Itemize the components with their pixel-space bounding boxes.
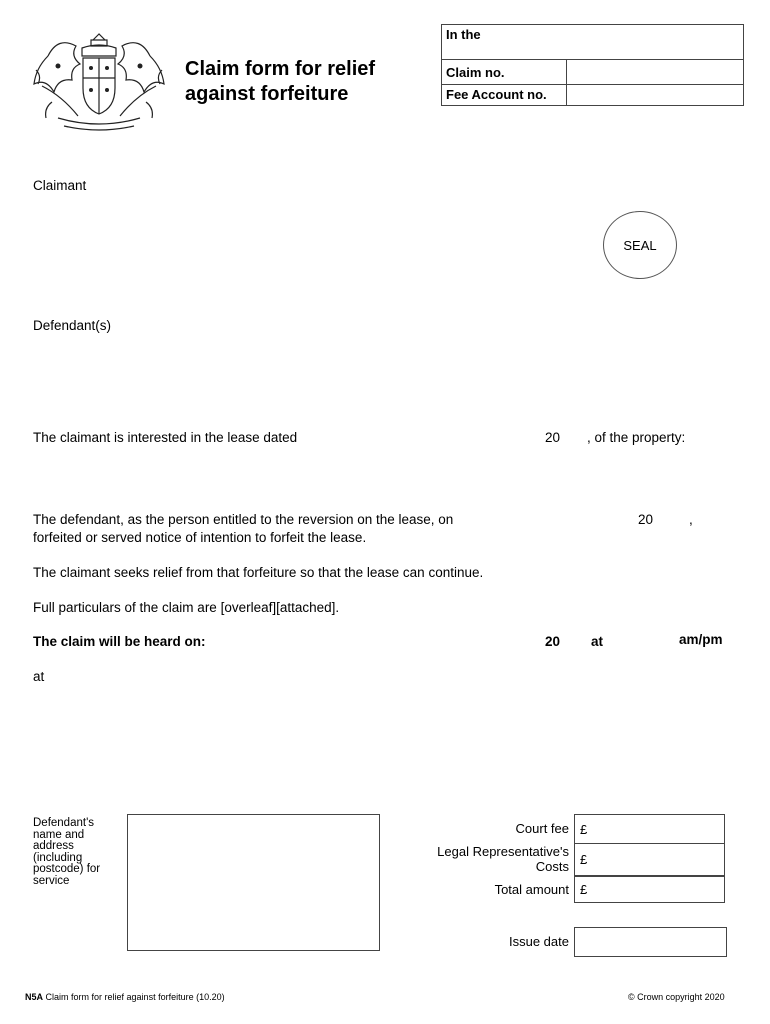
hearing-at: at bbox=[591, 634, 604, 649]
issue-date-field[interactable] bbox=[574, 927, 727, 957]
issue-date-label: Issue date bbox=[509, 934, 569, 949]
venue-at-label: at bbox=[33, 669, 45, 684]
claim-no-label: Claim no. bbox=[442, 60, 567, 85]
total-amount-field[interactable] bbox=[574, 875, 725, 903]
hearing-ampm: am/pm bbox=[679, 632, 723, 647]
court-name-cell[interactable] bbox=[442, 25, 744, 60]
defendant-year: 20 bbox=[638, 512, 654, 527]
court-fee-field[interactable] bbox=[574, 814, 725, 843]
total-amount-currency: £ bbox=[580, 882, 588, 897]
lease-year: 20 bbox=[545, 430, 561, 445]
legal-costs-field[interactable] bbox=[574, 843, 725, 875]
total-amount-label: Total amount bbox=[494, 882, 569, 897]
footer-form-code: N5A bbox=[25, 992, 44, 1002]
in-the-label: In the bbox=[446, 27, 481, 42]
defendant-comma: , bbox=[689, 512, 693, 527]
defendant-label: Defendant(s) bbox=[33, 318, 112, 333]
footer-form-title: Claim form for relief against forfeiture (10.20) bbox=[45, 992, 225, 1002]
defendant-text-line2: forfeited or served notice of intention to forfeit the lease. bbox=[33, 530, 367, 545]
form-title bbox=[185, 57, 375, 107]
service-address-box[interactable] bbox=[127, 814, 380, 951]
hearing-label: The claim will be heard on: bbox=[33, 634, 206, 649]
footer-form-id bbox=[25, 992, 225, 1002]
fee-account-label: Fee Account no. bbox=[442, 85, 567, 106]
seal-label: SEAL bbox=[623, 237, 657, 253]
court-fee-currency: £ bbox=[580, 821, 588, 837]
court-fee-label: Court fee bbox=[515, 821, 569, 836]
footer-copyright: © Crown copyright 2020 bbox=[628, 992, 725, 1002]
lease-property-label: , of the property: bbox=[587, 430, 686, 445]
form-title-line1: Claim form for relief bbox=[185, 58, 376, 80]
lease-text: The claimant is interested in the lease dated bbox=[33, 430, 298, 445]
defendant-text-line1: The defendant, as the person entitled to the reversion on the lease, on bbox=[33, 512, 454, 527]
legal-costs-label-line2: Costs bbox=[535, 859, 569, 874]
court-details-table bbox=[441, 24, 744, 106]
relief-text: The claimant seeks relief from that forfeiture so that the lease can continue. bbox=[33, 565, 484, 580]
claim-no-field[interactable] bbox=[567, 60, 744, 85]
legal-costs-label-line1: Legal Representative's bbox=[437, 844, 569, 859]
form-title-line2: against forfeiture bbox=[185, 83, 349, 105]
particulars-text: Full particulars of the claim are [overleaf][attached]. bbox=[33, 600, 340, 615]
legal-costs-label bbox=[410, 844, 569, 874]
seal-stamp bbox=[603, 211, 677, 279]
fee-account-field[interactable] bbox=[567, 85, 744, 106]
service-address-label: Defendant's name and address (including postcode) for service bbox=[33, 817, 101, 887]
legal-costs-currency: £ bbox=[580, 852, 588, 867]
hearing-year: 20 bbox=[545, 634, 561, 649]
claimant-label: Claimant bbox=[33, 178, 87, 193]
royal-coat-of-arms-icon bbox=[28, 26, 170, 136]
